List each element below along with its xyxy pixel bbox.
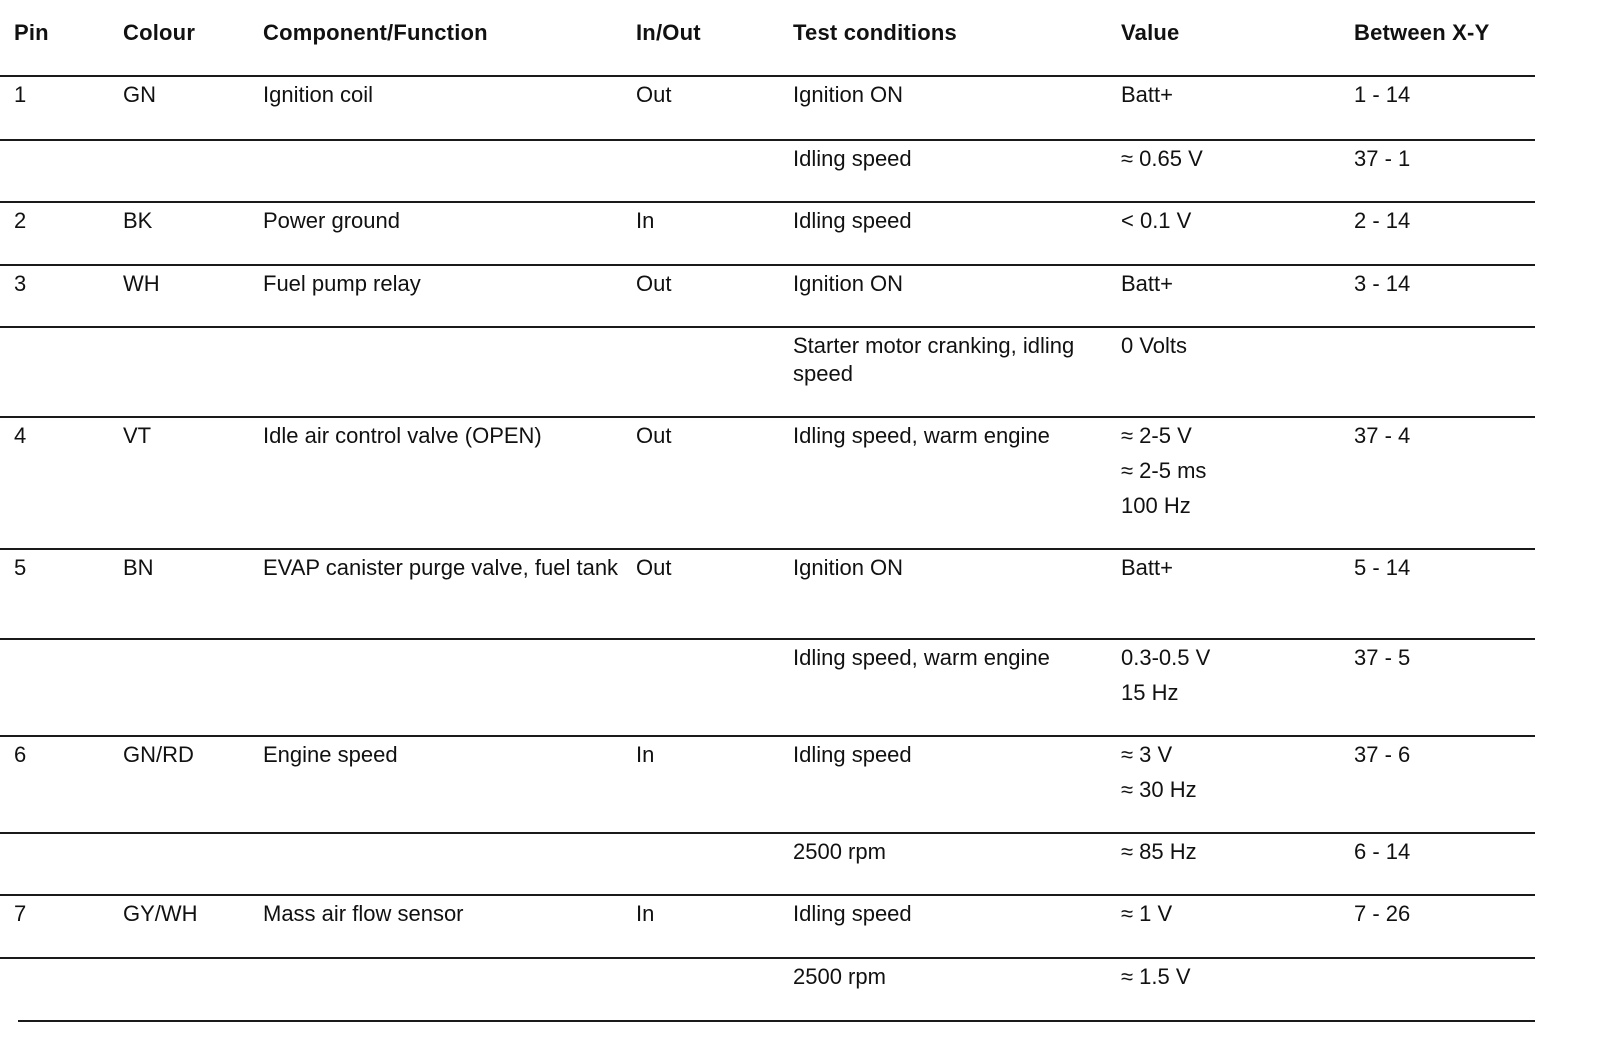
cell-test: Idling speed, warm engine [793, 423, 1050, 448]
cell-inout: In [636, 901, 655, 926]
cell-between: 6 - 14 [1354, 839, 1411, 864]
value-line: 0 Volts [1121, 333, 1188, 358]
value-line: ≈ 30 Hz [1121, 777, 1197, 802]
cell-component: EVAP canister purge valve, fuel tank [263, 555, 619, 580]
cell-pin: 6 [14, 742, 27, 767]
cell-value [1121, 422, 1351, 527]
cell-test: Ignition ON [793, 82, 904, 107]
cell-test: Idling speed [793, 901, 912, 926]
cell-pin: 3 [14, 271, 27, 296]
value-line: 0.3-0.5 V [1121, 645, 1211, 670]
cell-between: 5 - 14 [1354, 555, 1411, 580]
cell-test: Starter motor cranking, idling speed [793, 333, 1075, 386]
value-line: Batt+ [1121, 555, 1173, 580]
cell-value [1121, 644, 1351, 714]
header-test-conditions: Test conditions [793, 20, 957, 45]
cell-pin: 1 [14, 82, 27, 107]
row-divider [0, 139, 1535, 141]
header-inout: In/Out [636, 20, 701, 45]
row-divider [0, 832, 1535, 834]
cell-colour: GY/WH [123, 901, 198, 926]
value-line: 100 Hz [1121, 493, 1191, 518]
header-colour: Colour [123, 20, 196, 45]
cell-value [1121, 270, 1351, 305]
header-pin: Pin [14, 20, 49, 45]
value-line: ≈ 85 Hz [1121, 839, 1197, 864]
cell-inout: In [636, 742, 655, 767]
row-divider [0, 548, 1535, 550]
cell-test: Ignition ON [793, 271, 904, 296]
cell-test: Idling speed, warm engine [793, 645, 1050, 670]
cell-component: Fuel pump relay [263, 271, 421, 296]
cell-test: Ignition ON [793, 555, 904, 580]
cell-component: Mass air flow sensor [263, 901, 464, 926]
cell-inout: Out [636, 271, 672, 296]
header-between: Between X-Y [1354, 20, 1490, 45]
cell-test: 2500 rpm [793, 964, 886, 989]
value-line: ≈ 2-5 ms [1121, 458, 1207, 483]
cell-inout: In [636, 208, 655, 233]
cell-value [1121, 838, 1351, 873]
value-line: ≈ 0.65 V [1121, 146, 1203, 171]
row-divider [0, 326, 1535, 328]
cell-value [1121, 963, 1351, 998]
cell-between: 1 - 14 [1354, 82, 1411, 107]
cell-test: Idling speed [793, 208, 912, 233]
cell-component: Engine speed [263, 742, 398, 767]
cell-colour: BN [123, 555, 154, 580]
cell-component: Idle air control valve (OPEN) [263, 423, 542, 448]
row-divider [0, 957, 1535, 959]
value-line: Batt+ [1121, 82, 1173, 107]
cell-between: 2 - 14 [1354, 208, 1411, 233]
cell-pin: 4 [14, 423, 27, 448]
cell-pin: 5 [14, 555, 27, 580]
row-divider [0, 201, 1535, 203]
cell-between: 37 - 6 [1354, 742, 1411, 767]
cell-value [1121, 145, 1351, 180]
cell-component: Ignition coil [263, 82, 374, 107]
header-value: Value [1121, 20, 1180, 45]
cell-colour: GN [123, 82, 156, 107]
row-divider [0, 638, 1535, 640]
cell-colour: GN/RD [123, 742, 194, 767]
cell-colour: VT [123, 423, 152, 448]
cell-pin: 2 [14, 208, 27, 233]
cell-value [1121, 741, 1351, 811]
cell-colour: WH [123, 271, 160, 296]
cell-between: 37 - 1 [1354, 146, 1411, 171]
value-line: ≈ 1 V [1121, 901, 1173, 926]
cell-test: 2500 rpm [793, 839, 886, 864]
cell-value [1121, 81, 1351, 116]
cell-value [1121, 900, 1351, 935]
row-divider [0, 416, 1535, 418]
cell-test: Idling speed [793, 742, 912, 767]
value-line: ≈ 1.5 V [1121, 964, 1191, 989]
row-divider [0, 75, 1535, 77]
cell-value [1121, 554, 1351, 589]
value-line: Batt+ [1121, 271, 1173, 296]
value-line: ≈ 2-5 V [1121, 423, 1192, 448]
cell-value [1121, 332, 1351, 367]
row-divider [0, 735, 1535, 737]
value-line: < 0.1 V [1121, 208, 1192, 233]
cell-value [1121, 207, 1351, 242]
cell-test: Idling speed [793, 146, 912, 171]
cell-component: Power ground [263, 208, 400, 233]
cell-colour: BK [123, 208, 153, 233]
cell-pin: 7 [14, 901, 27, 926]
row-divider [0, 264, 1535, 266]
cell-inout: Out [636, 423, 672, 448]
value-line: ≈ 3 V [1121, 742, 1173, 767]
cell-between: 37 - 5 [1354, 645, 1411, 670]
row-divider [0, 894, 1535, 896]
cell-between: 3 - 14 [1354, 271, 1411, 296]
row-divider [18, 1020, 1535, 1022]
cell-between: 37 - 4 [1354, 423, 1411, 448]
cell-inout: Out [636, 555, 672, 580]
header-component: Component/Function [263, 20, 488, 45]
cell-inout: Out [636, 82, 672, 107]
cell-between: 7 - 26 [1354, 901, 1411, 926]
value-line: 15 Hz [1121, 680, 1179, 705]
